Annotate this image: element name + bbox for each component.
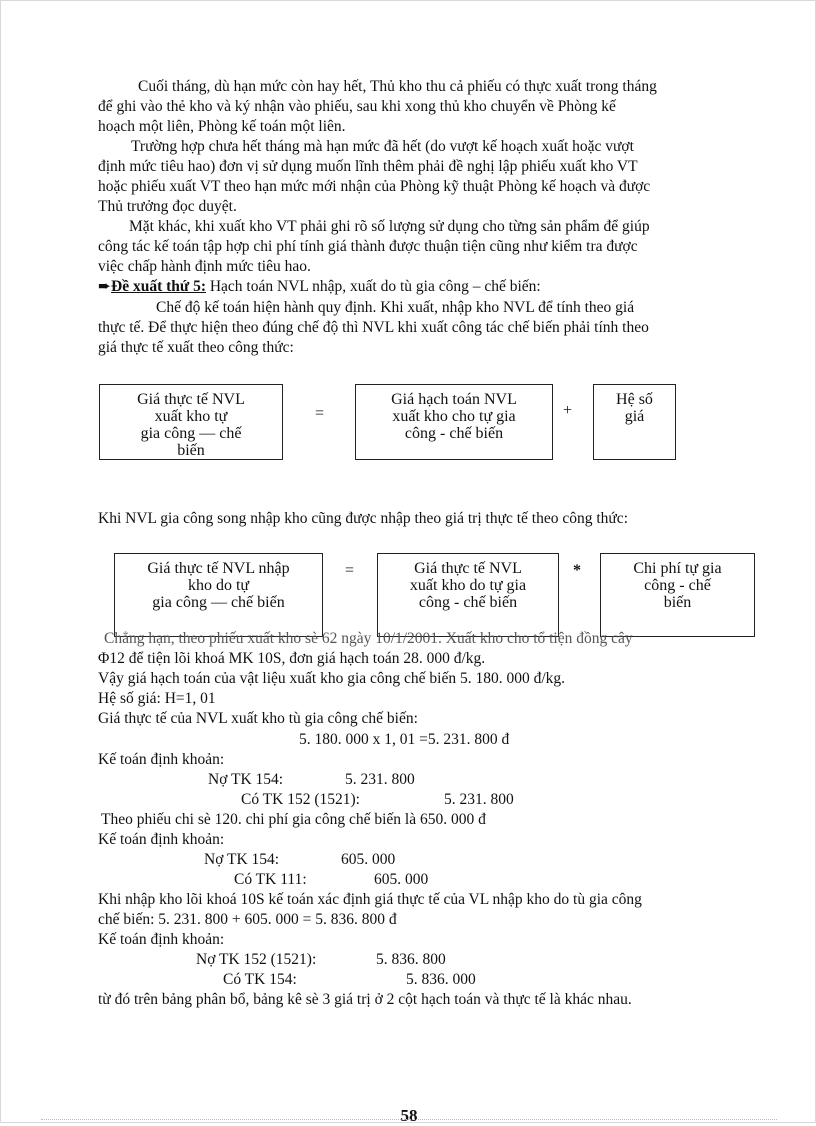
text-line: Kế toán định khoản:	[98, 931, 225, 948]
equals-sign: =	[345, 562, 355, 579]
text-line: Theo phiếu chi sè 120. chi phí gia công chế biến là 650. 000 đ	[101, 811, 486, 828]
text-line-partially-hidden: Chẳng hạn, theo phiếu xuất kho sè 62 ngày 10/1/2001. Xuất kho cho tổ tiện đồng cây	[104, 630, 633, 647]
entry-credit-label: Có TK 154:	[223, 971, 297, 988]
text-line: công tác kế toán tập hợp chi phí tính giá thành được thuận tiện cũng như kiểm tra được	[98, 238, 638, 255]
text-line: thực tế. Để thực hiện theo đúng chế độ thì NVL khi xuất công tác chế biến phải tính theo	[98, 319, 649, 336]
text-line: hoặc phiếu xuất VT theo hạn mức mới nhận của Phòng kỹ thuật Phòng kế hoạch và được	[98, 178, 651, 195]
text-line: chế biến: 5. 231. 800 + 605. 000 = 5. 836. 800 đ	[98, 911, 397, 928]
text-line: định mức tiêu hao) đơn vị sử dụng muốn lĩnh thêm phải đề nghị lập phiếu xuất kho VT	[98, 158, 638, 175]
multiply-sign: *	[573, 562, 581, 579]
text-line: Kế toán định khoản:	[98, 831, 225, 848]
entry-debit-value: 605. 000	[341, 851, 396, 868]
entry-credit-label: Có TK 152 (1521):	[241, 791, 360, 808]
text-line: Giá thực tế của NVL xuất kho tù gia công chế biến:	[98, 710, 418, 727]
calculation-line: 5. 180. 000 x 1, 01 =5. 231. 800 đ	[299, 731, 510, 748]
proposal-label: Đề xuất thứ 5:	[111, 278, 206, 295]
formula1-box-price-coefficient: Hệ số giá	[593, 384, 676, 460]
text-line: Mặt khác, khi xuất kho VT phải ghi rõ số lượng sử dụng cho từng sản phẩm để giúp	[129, 218, 650, 235]
entry-debit-value: 5. 231. 800	[345, 771, 415, 788]
entry-credit-value: 5. 836. 000	[406, 971, 476, 988]
entry-credit-label: Có TK 111:	[234, 871, 307, 888]
formula2-box-actual-price-in: Giá thực tế NVL nhập kho do tự gia công — chế biến	[114, 553, 323, 637]
entry-debit-value: 5. 836. 800	[376, 951, 446, 968]
arrow-bullet-icon: ➨	[98, 278, 111, 295]
formula2-box-actual-price-out: Giá thực tế NVL xuất kho do tự gia công - chế biến	[377, 553, 559, 637]
text-line: Vậy giá hạch toán của vật liệu xuất kho gia công chế biến 5. 180. 000 đ/kg.	[98, 670, 566, 687]
text-line: Thủ trưởng đọc duyệt.	[98, 198, 237, 215]
text-line: giá thực tế xuất theo công thức:	[98, 339, 294, 356]
text-line: việc chấp hành định mức tiêu hao.	[98, 258, 311, 275]
formula1-box-actual-price-out: Giá thực tế NVL xuất kho tự gia công — chế biến	[99, 384, 283, 460]
entry-debit-label: Nợ TK 154:	[204, 851, 280, 868]
text-line: Trường hợp chưa hết tháng mà hạn mức đã hết (do vượt kế hoạch xuất hoặc vượt	[131, 138, 634, 155]
text-line: Hệ số giá: H=1, 01	[98, 690, 216, 707]
text-line: Φ12 để tiện lõi khoá MK 10S, đơn giá hạch toán 28. 000 đ/kg.	[98, 650, 486, 667]
entry-credit-value: 5. 231. 800	[444, 791, 514, 808]
formula1-box-accounting-price: Giá hạch toán NVL xuất kho cho tự gia công - chế biến	[355, 384, 553, 460]
text-line: từ đó trên bảng phân bổ, bảng kê sè 3 giá trị ở 2 cột hạch toán và thực tế là khác nhau.	[98, 991, 632, 1008]
text-line: Khi NVL gia công song nhập kho cũng được nhập theo giá trị thực tế theo công thức:	[98, 510, 628, 527]
formula2-box-processing-cost: Chi phí tự gia công - chế biến	[600, 553, 755, 637]
entry-credit-value: 605. 000	[374, 871, 429, 888]
text-line: hoạch một liên, Phòng kế toán một liên.	[98, 118, 346, 135]
text-line: Cuối tháng, dù hạn mức còn hay hết, Thủ kho thu cả phiếu có thực xuất trong tháng	[138, 78, 657, 95]
text-line: Khi nhập kho lõi khoá 10S kế toán xác định giá thực tế của VL nhập kho do tù gia công	[98, 891, 642, 908]
entry-debit-label: Nợ TK 152 (1521):	[196, 951, 317, 968]
bottom-divider	[41, 1119, 777, 1120]
text-line: Kế toán định khoản:	[98, 751, 225, 768]
proposal-text: Hạch toán NVL nhập, xuất do tù gia công – chế biến:	[205, 278, 541, 295]
text-line: Chế độ kế toán hiện hành quy định. Khi xuất, nhập kho NVL để tính theo giá	[156, 299, 635, 316]
text-line: để ghi vào thẻ kho và ký nhận vào phiếu, sau khi xong thủ kho chuyển về Phòng kế	[98, 98, 616, 115]
proposal-heading	[98, 277, 541, 297]
equals-sign: =	[315, 405, 325, 422]
entry-debit-label: Nợ TK 154:	[208, 771, 284, 788]
page-number: 58	[400, 1106, 418, 1125]
plus-sign: +	[563, 402, 573, 419]
